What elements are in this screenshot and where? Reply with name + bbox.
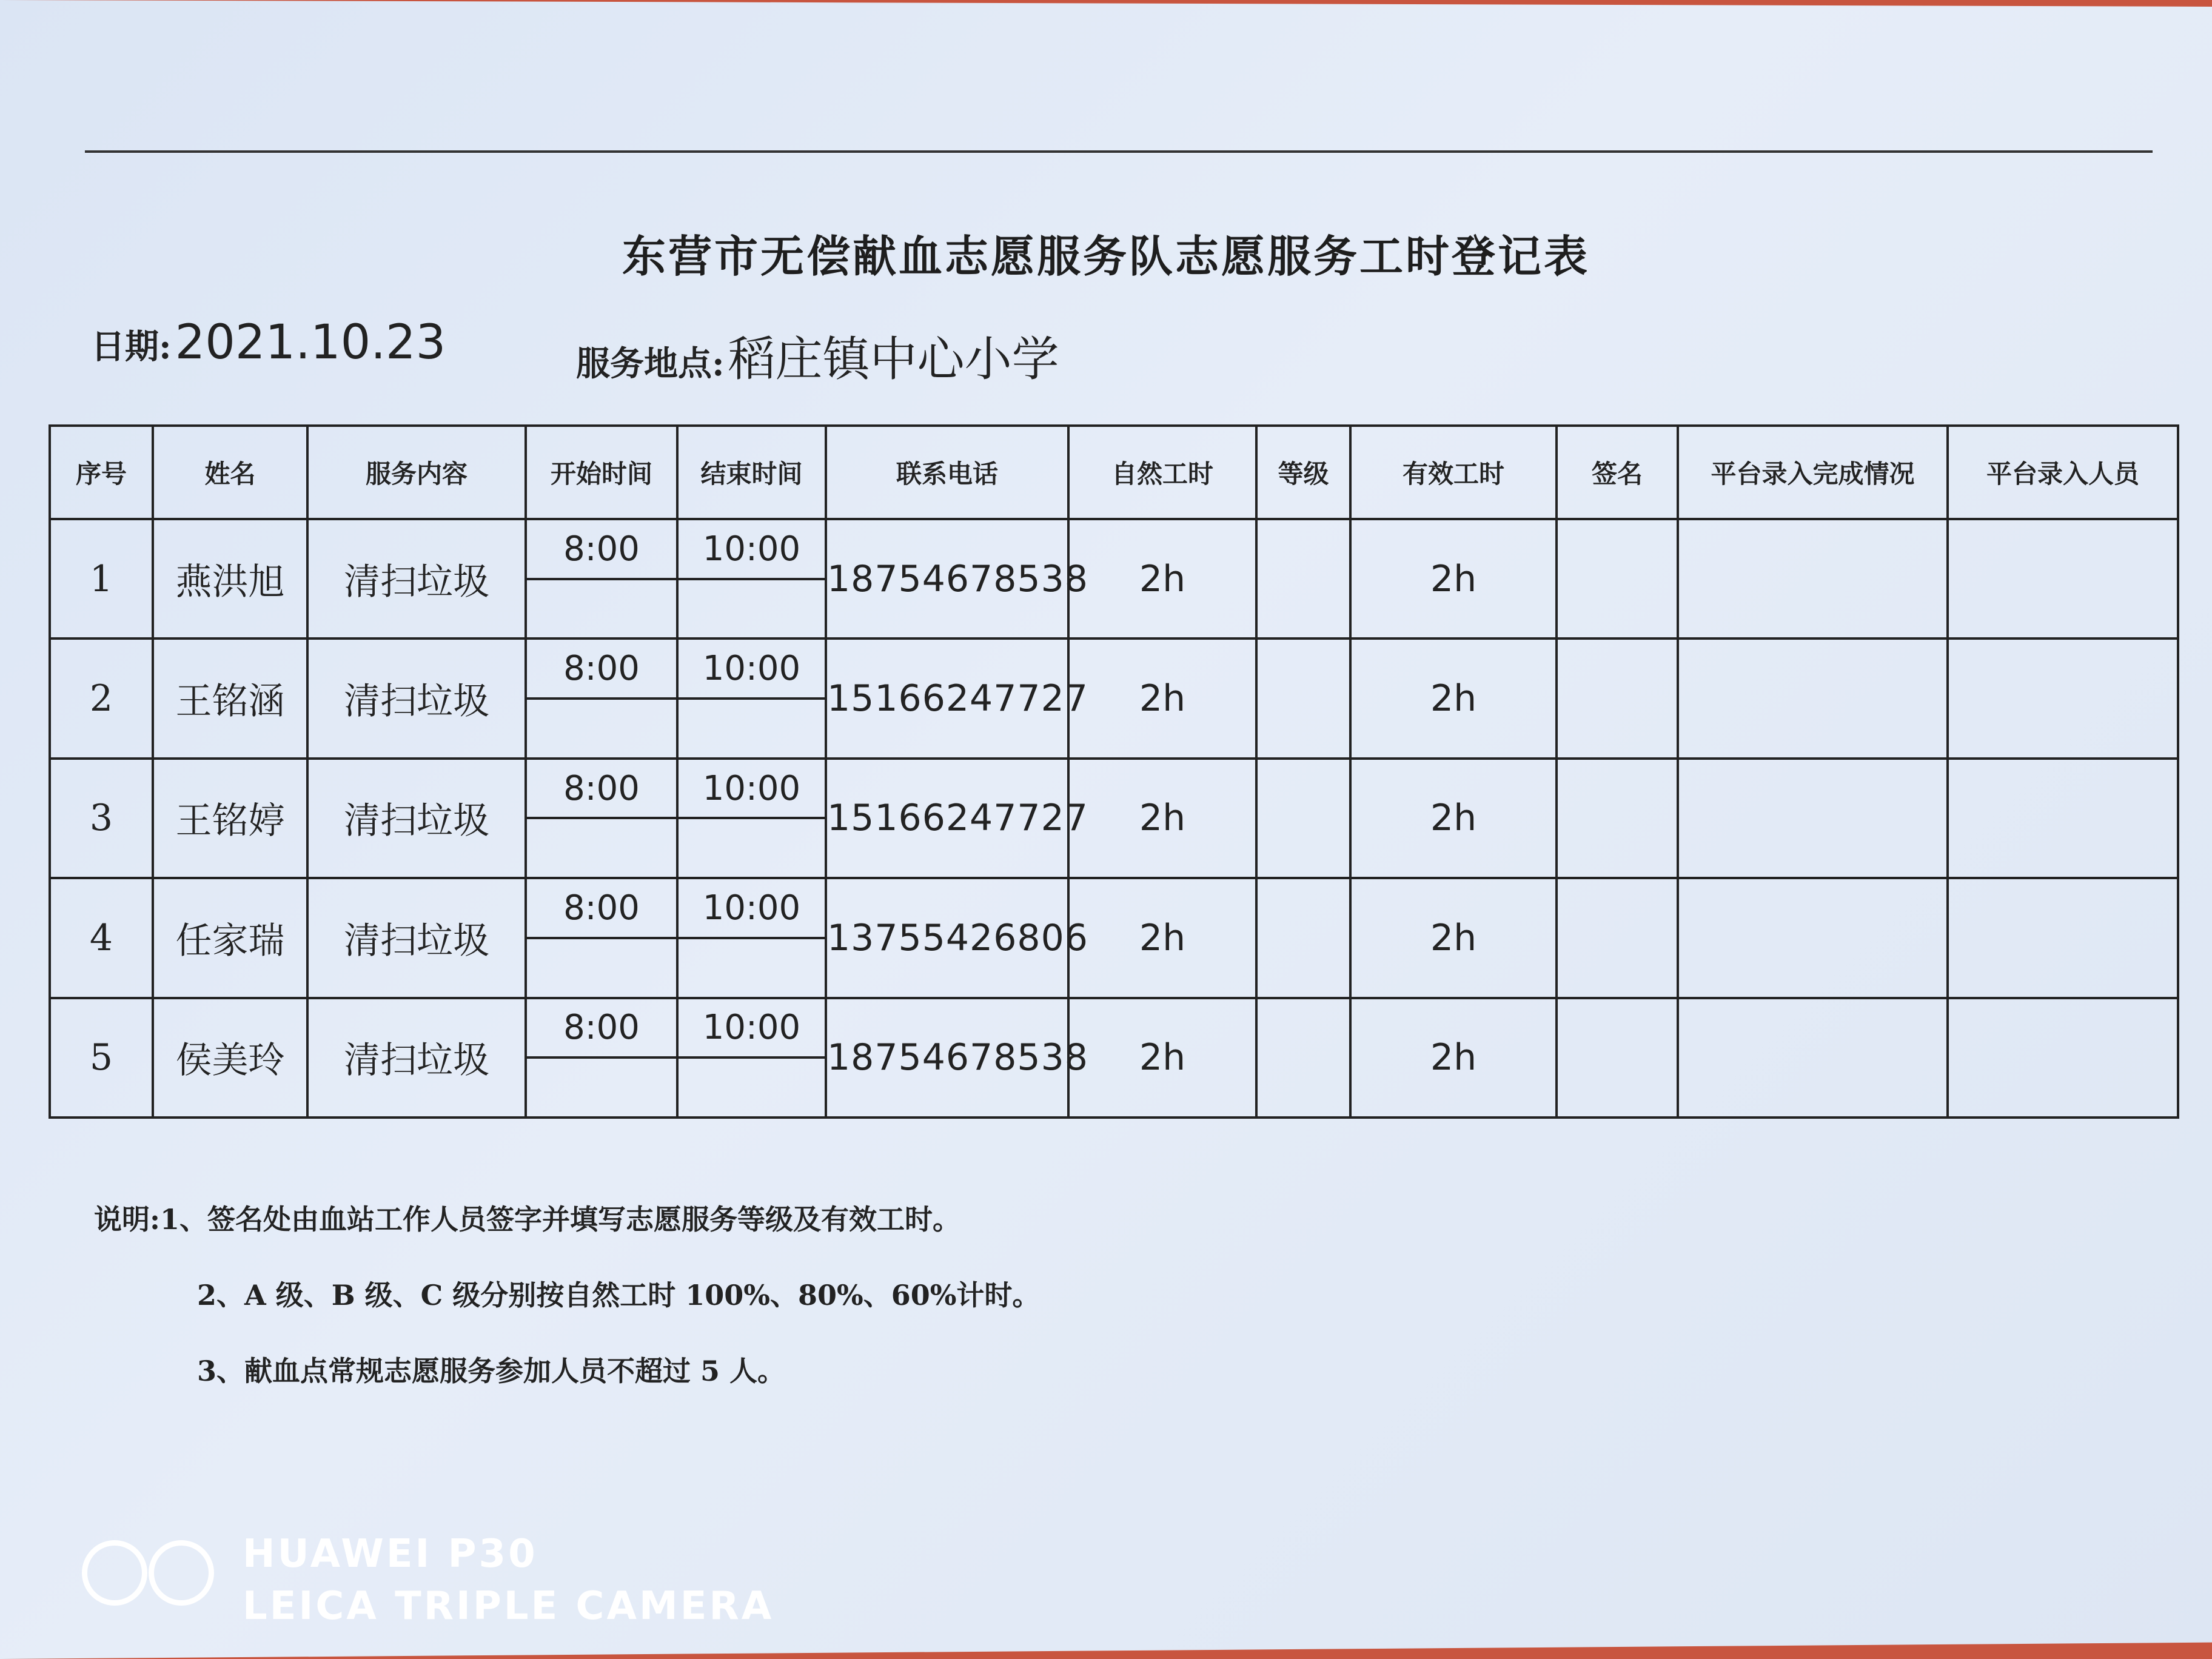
header-effective-hours: 有效工时 bbox=[1350, 426, 1557, 519]
header-natural-hours: 自然工时 bbox=[1068, 426, 1256, 519]
cell-entry-status bbox=[1678, 759, 1948, 878]
cell-entry-status bbox=[1678, 519, 1948, 638]
cell-name: 王铭涵 bbox=[153, 638, 307, 758]
date-value: 2021.10.23 bbox=[175, 315, 446, 370]
cell-phone: 18754678538 bbox=[826, 998, 1068, 1118]
header-content: 服务内容 bbox=[307, 426, 526, 519]
header-signature: 签名 bbox=[1557, 426, 1678, 519]
cell-effective-hours: 2h bbox=[1350, 519, 1557, 638]
cell-content: 清扫垃圾 bbox=[307, 878, 526, 997]
cell-content: 清扫垃圾 bbox=[307, 519, 526, 638]
document-title: 东营市无偿献血志愿服务队志愿服务工时登记表 bbox=[622, 230, 1590, 282]
end-time: 10:00 bbox=[679, 520, 825, 580]
header-start: 开始时间 bbox=[526, 426, 677, 519]
cell-level bbox=[1256, 878, 1350, 997]
cell-seq: 4 bbox=[50, 878, 153, 997]
cell-start bbox=[526, 759, 677, 878]
cell-level bbox=[1256, 998, 1350, 1118]
date-label: 日期: bbox=[91, 327, 172, 367]
cell-entry-status bbox=[1678, 878, 1948, 997]
cell-phone: 15166247727 bbox=[826, 759, 1068, 878]
cell-effective-hours: 2h bbox=[1350, 998, 1557, 1118]
cell-entry-person bbox=[1948, 878, 2178, 997]
note-2: 2、A 级、B 级、C 级分别按自然工时 100%、80%、60%计时。 bbox=[197, 1279, 1041, 1312]
cell-entry-person bbox=[1948, 998, 2178, 1118]
cell-level bbox=[1256, 519, 1350, 638]
start-time: 8:00 bbox=[527, 999, 676, 1059]
cell-start bbox=[526, 638, 677, 758]
cell-end bbox=[677, 998, 826, 1118]
cell-start bbox=[526, 998, 677, 1118]
cell-content: 清扫垃圾 bbox=[307, 638, 526, 758]
cell-seq: 2 bbox=[50, 638, 153, 758]
cell-effective-hours: 2h bbox=[1350, 638, 1557, 758]
watermark-line-1: HUAWEI P30 bbox=[243, 1532, 538, 1577]
end-time: 10:00 bbox=[679, 640, 825, 700]
cell-end bbox=[677, 519, 826, 638]
registration-table bbox=[49, 424, 2179, 1119]
cell-level bbox=[1256, 759, 1350, 878]
table-row bbox=[50, 878, 2178, 997]
header-end: 结束时间 bbox=[677, 426, 826, 519]
cell-natural-hours: 2h bbox=[1068, 638, 1256, 758]
cell-signature bbox=[1557, 998, 1678, 1118]
cell-natural-hours: 2h bbox=[1068, 878, 1256, 997]
header-name: 姓名 bbox=[153, 426, 307, 519]
table-row bbox=[50, 519, 2178, 638]
cell-entry-status bbox=[1678, 638, 1948, 758]
cell-signature bbox=[1557, 759, 1678, 878]
header-level: 等级 bbox=[1256, 426, 1350, 519]
header-entry-person: 平台录入人员 bbox=[1948, 426, 2178, 519]
cell-entry-status bbox=[1678, 998, 1948, 1118]
cell-natural-hours: 2h bbox=[1068, 759, 1256, 878]
cell-entry-person bbox=[1948, 759, 2178, 878]
cell-start bbox=[526, 519, 677, 638]
end-time: 10:00 bbox=[679, 760, 825, 820]
cell-content: 清扫垃圾 bbox=[307, 759, 526, 878]
cell-end bbox=[677, 638, 826, 758]
end-time: 10:00 bbox=[679, 999, 825, 1059]
cell-end bbox=[677, 878, 826, 997]
cell-name: 任家瑞 bbox=[153, 878, 307, 997]
header-seq: 序号 bbox=[50, 426, 153, 519]
cell-name: 燕洪旭 bbox=[153, 519, 307, 638]
end-time: 10:00 bbox=[679, 879, 825, 939]
start-time: 8:00 bbox=[527, 879, 676, 939]
location-value: 稻庄镇中心小学 bbox=[728, 332, 1059, 387]
date-field bbox=[91, 315, 446, 370]
start-time: 8:00 bbox=[527, 520, 676, 580]
cell-effective-hours: 2h bbox=[1350, 759, 1557, 878]
note-3: 3、献血点常规志愿服务参加人员不超过 5 人。 bbox=[197, 1355, 786, 1387]
cell-seq: 3 bbox=[50, 759, 153, 878]
cell-phone: 13755426806 bbox=[826, 878, 1068, 997]
cell-seq: 5 bbox=[50, 998, 153, 1118]
location-field bbox=[576, 321, 1059, 389]
camera-lens-icon bbox=[82, 1540, 215, 1607]
table-header-row bbox=[50, 426, 2178, 519]
cell-end bbox=[677, 759, 826, 878]
cell-signature bbox=[1557, 519, 1678, 638]
cell-content: 清扫垃圾 bbox=[307, 998, 526, 1118]
watermark-line-2: LEICA TRIPLE CAMERA bbox=[243, 1584, 774, 1629]
location-label: 服务地点: bbox=[576, 344, 725, 384]
note-1: 说明:1、签名处由血站工作人员签字并填写志愿服务等级及有效工时。 bbox=[94, 1203, 960, 1236]
start-time: 8:00 bbox=[527, 640, 676, 700]
cell-natural-hours: 2h bbox=[1068, 998, 1256, 1118]
notes-section bbox=[94, 1198, 1040, 1425]
cell-effective-hours: 2h bbox=[1350, 878, 1557, 997]
top-rule bbox=[85, 150, 2153, 153]
cell-signature bbox=[1557, 638, 1678, 758]
table-row bbox=[50, 759, 2178, 878]
header-entry-status: 平台录入完成情况 bbox=[1678, 426, 1948, 519]
table-row bbox=[50, 638, 2178, 758]
cell-phone: 18754678538 bbox=[826, 519, 1068, 638]
cell-phone: 15166247727 bbox=[826, 638, 1068, 758]
cell-start bbox=[526, 878, 677, 997]
cell-entry-person bbox=[1948, 519, 2178, 638]
cell-seq: 1 bbox=[50, 519, 153, 638]
table-row bbox=[50, 998, 2178, 1118]
start-time: 8:00 bbox=[527, 760, 676, 820]
cell-name: 王铭婷 bbox=[153, 759, 307, 878]
header-phone: 联系电话 bbox=[826, 426, 1068, 519]
cell-entry-person bbox=[1948, 638, 2178, 758]
cell-name: 侯美玲 bbox=[153, 998, 307, 1118]
cell-level bbox=[1256, 638, 1350, 758]
cell-signature bbox=[1557, 878, 1678, 997]
cell-natural-hours: 2h bbox=[1068, 519, 1256, 638]
